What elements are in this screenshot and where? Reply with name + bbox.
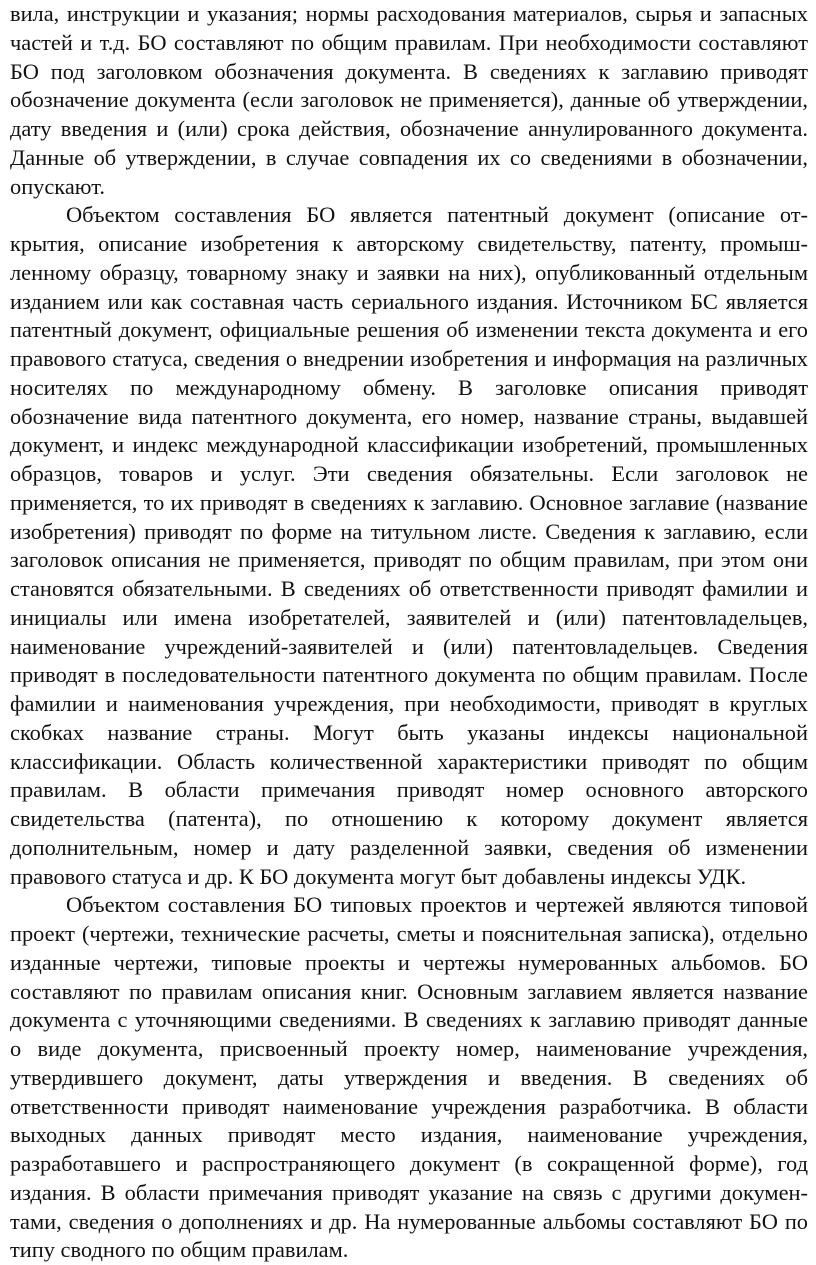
- paragraph-standard-projects: Объектом составления БО типовых проектов и чертежей являются типовой проект (чертежи, технические расчеты, сметы и пояснительная записка), отдельно изданные чертежи, типовые проекты и чертежы нумерованных альбомов. БО составляют по правилам описания книг. Основным заглавием является название документа с уточняющими сведениями. В сведениях к заглавию приводят данные о виде документа, присвоенный проекту номер, наименование учреждения, утвердившего документ, даты утверждения и введения. В сведениях об ответственности приводят наименование учреждения разработчика. В области выходных данных приводят место издания, наименование учреждения, разработавшего и распространяющего документ (в сокращенной форме), год издания. В области примечания приводят указание на связь с другими документами, сведения о дополнениях и др. На нумерованные альбомы составляют БО по типу сводного по общим правилам.: [10, 892, 808, 1263]
- paragraph-continuation: вила, инструкции и указания; нормы расходования материалов, сырья и запасных частей и т.д. БО составляют по общим правилам. При необходимости составляют БО под заголовком обозначения документа. В сведениях к заглавию приводят обозначение документа (если заголовок не применяется), данные об утверждении, дату введения и (или) срока действия, обозначение аннулированного документа. Данные об утверждении, в случае совпадения их со сведениями в обозначении, опускают.: [10, 1, 808, 199]
- paragraph-patent-documents: Объектом составления БО является патентный документ (описание открытия, описание изобретения к авторскому свидетельству, патенту, промышленному образцу, товарному знаку и заявки на них), опубликованный отдельным изданием или как составная часть сериального издания. Источником БС является патентный документ, официальные решения об изменении текста документа и его правового статуса, сведения о внедрении изобретения и информация на различных носителях по международному обмену. В заголовке описания приводят обозначение вида патентного документа, его номер, название страны, выдавшей документ, и индекс международной классификации изобретений, промышленных образцов, товаров и услуг. Эти сведения обязательны. Если заголовок не применяется, то их приводят в сведениях к заглавию. Основное заглавие (название изобретения) приводят по форме на титульном листе. Сведения к заглавию, если заголовок описания не применяется, приводят по общим правилам, при этом они становятся обязательными. В сведениях об ответственности приводят фамилии и инициалы или имена изобретателей, заявителей и (или) патентовладельцев, наименование учреждений-заявителей и (или) патентовладельцев. Сведения приводят в последовательности патентного документа по общим правилам. После фамилии и наименования учреждения, при необходимости, приводят в круглых скобках название страны. Могут быть указаны индексы национальной классификации. Область количественной характеристики приводят по общим правилам. В области примечания приводят номер основного авторского свидетельства (патента), по отношению к которому документ является дополнительным, номер и дату разделенной заявки, сведения об изменении правового статуса и др. К БО документа могут быт добавлены индексы УДК.: [10, 202, 808, 889]
